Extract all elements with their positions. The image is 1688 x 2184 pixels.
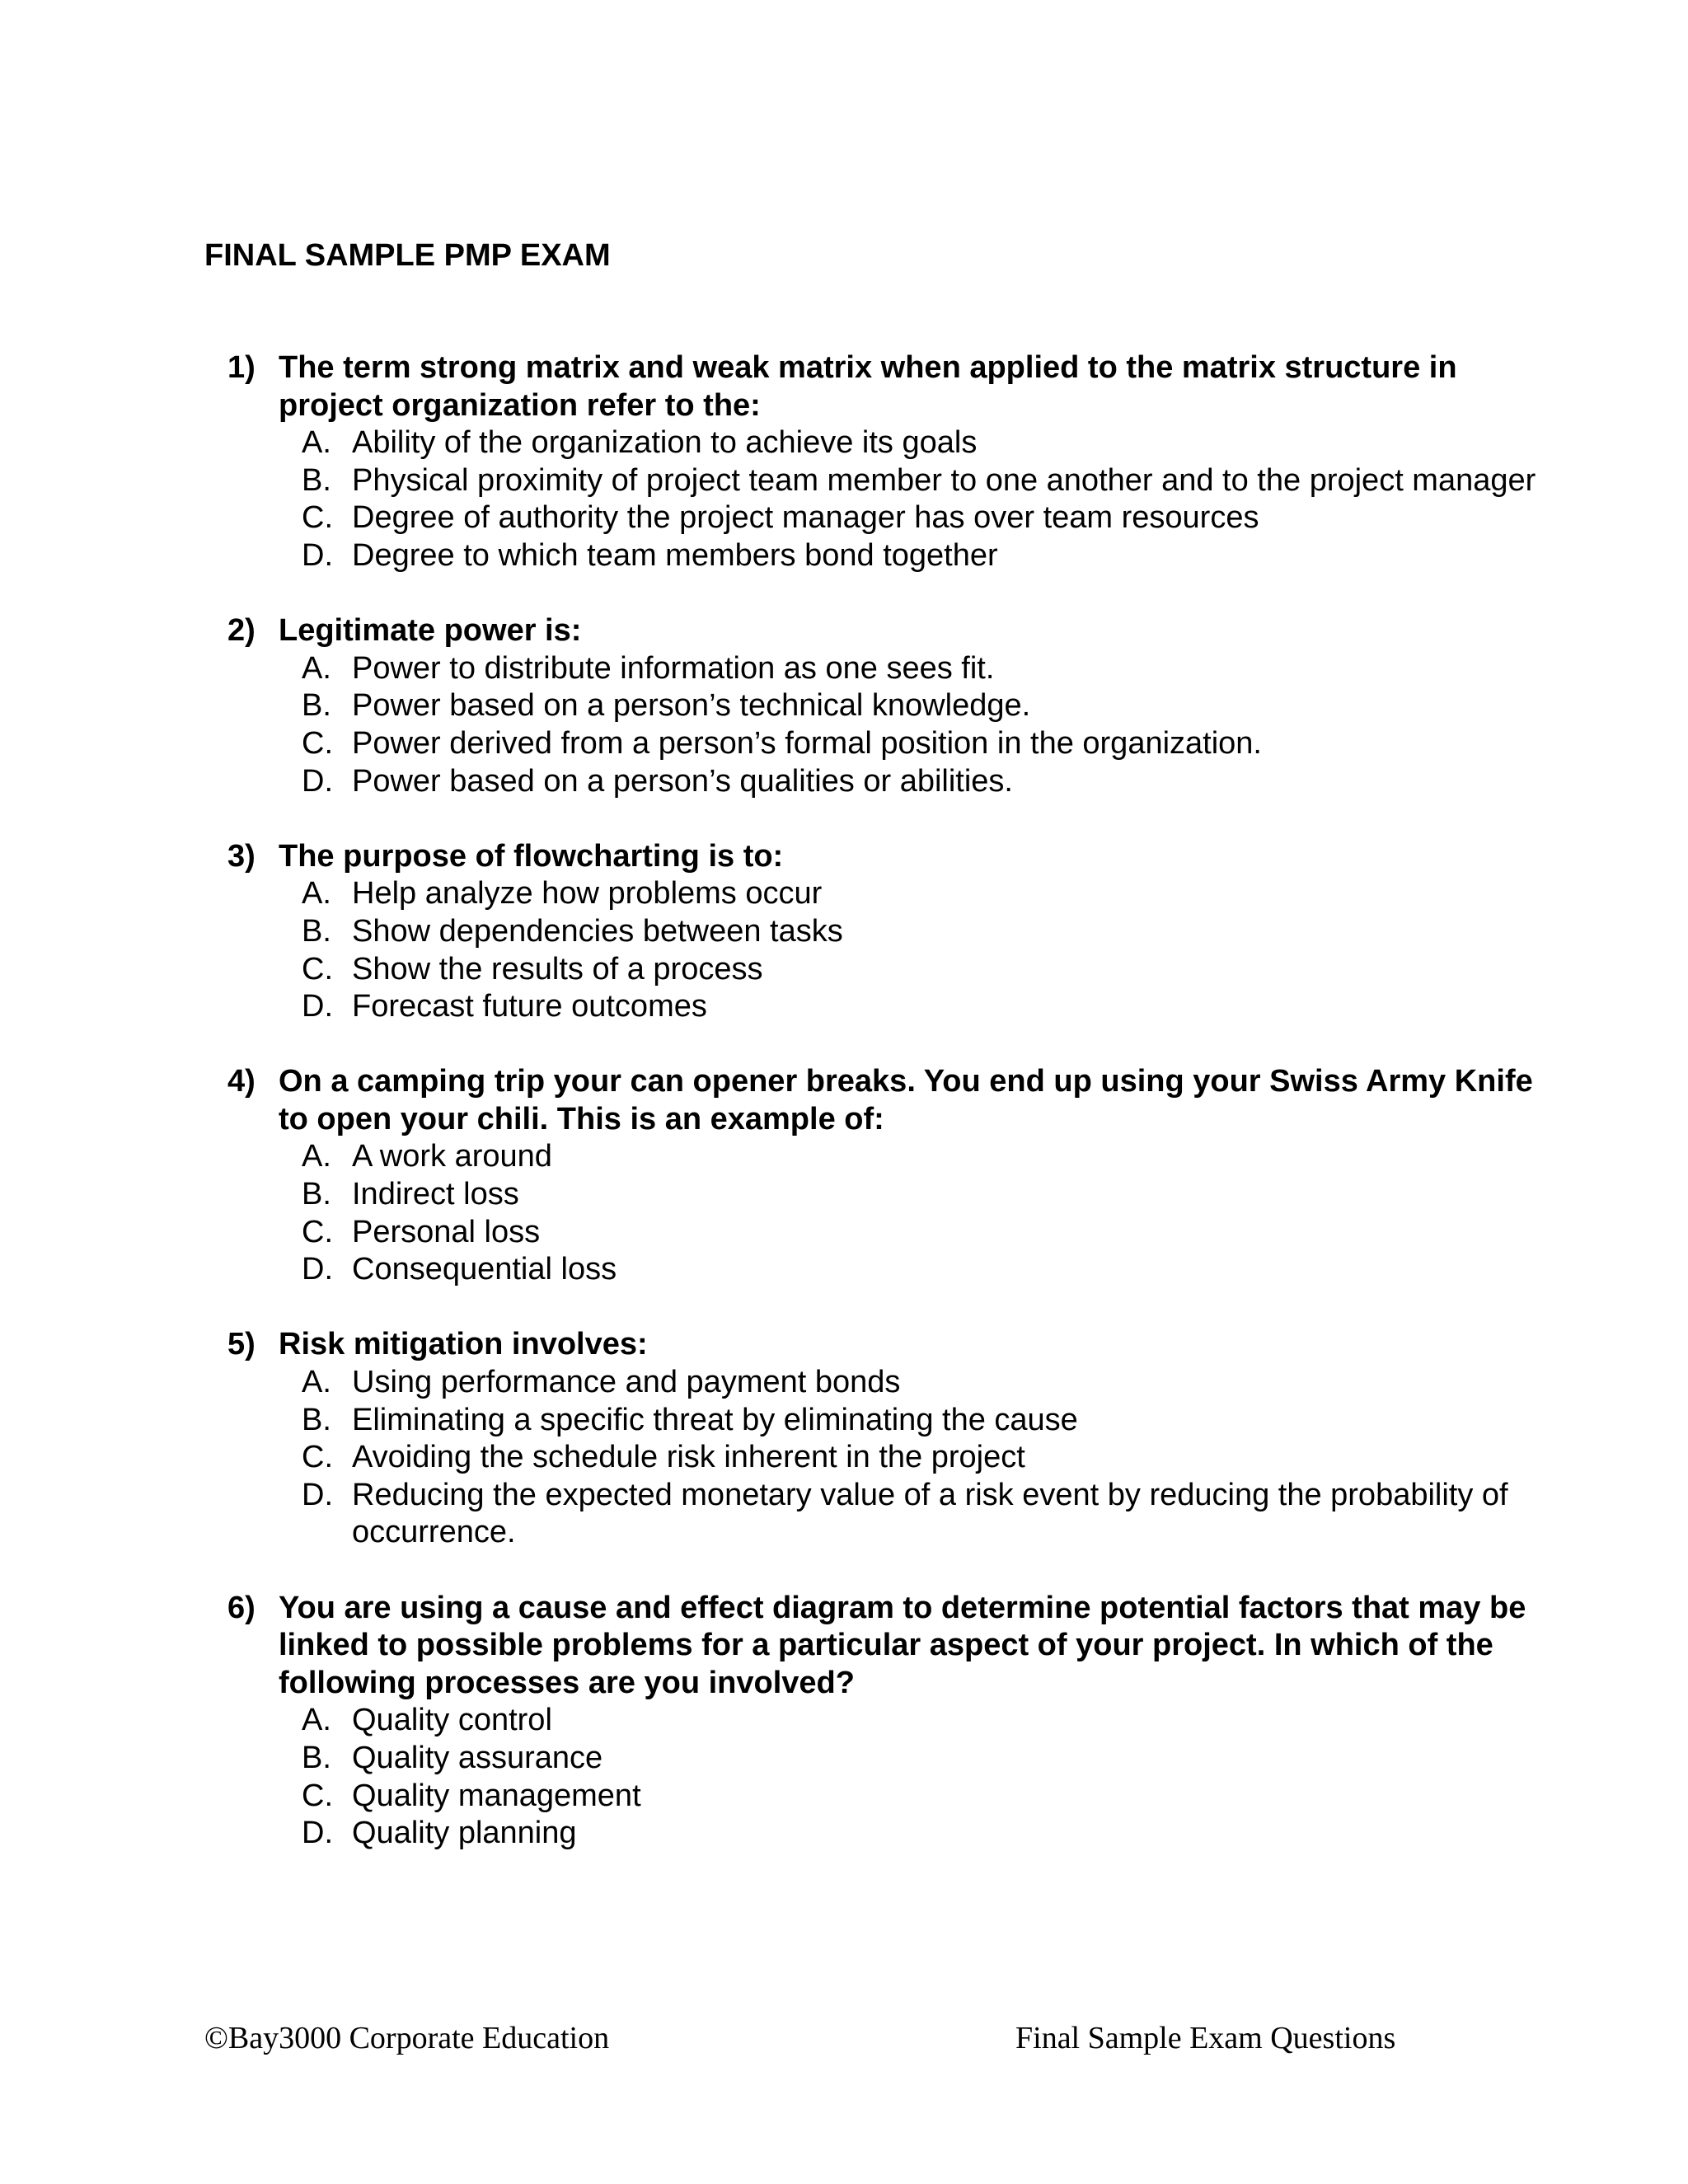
option-letter: B. bbox=[302, 1402, 331, 1437]
option-d bbox=[302, 763, 1563, 801]
option-text: Personal loss bbox=[352, 1214, 541, 1249]
option-b bbox=[302, 687, 1563, 725]
option-text: A work around bbox=[352, 1139, 552, 1174]
option-text: Using performance and payment bonds bbox=[352, 1365, 901, 1400]
option-letter: A. bbox=[302, 1365, 331, 1400]
option-text: Quality assurance bbox=[352, 1740, 603, 1775]
option-letter: C. bbox=[302, 725, 333, 761]
option-letter: D. bbox=[302, 989, 333, 1024]
option-letter: C. bbox=[302, 1778, 333, 1813]
option-c bbox=[302, 1214, 1563, 1252]
option-letter: B. bbox=[302, 913, 331, 949]
option-text: Avoiding the schedule risk inherent in the project bbox=[352, 1440, 1025, 1475]
option-c bbox=[302, 1439, 1563, 1477]
option-text: Power derived from a person’s formal position in the organization. bbox=[352, 725, 1262, 761]
option-text: Power based on a person’s qualities or abilities. bbox=[352, 763, 1013, 799]
option-text: Forecast future outcomes bbox=[352, 989, 707, 1024]
option-a bbox=[302, 424, 1563, 462]
option-c bbox=[302, 725, 1563, 763]
option-letter: A. bbox=[302, 650, 331, 686]
option-text: Physical proximity of project team member to one another and to the project manager bbox=[352, 462, 1536, 498]
option-text: Power to distribute information as one sees fit. bbox=[352, 650, 995, 686]
option-list bbox=[279, 1138, 1563, 1288]
option-letter: C. bbox=[302, 1440, 333, 1475]
option-b bbox=[302, 913, 1563, 951]
option-d bbox=[302, 1815, 1563, 1853]
question-6 bbox=[227, 1590, 1563, 1853]
option-text: Show dependencies between tasks bbox=[352, 913, 843, 949]
option-letter: D. bbox=[302, 537, 333, 573]
option-a bbox=[302, 1364, 1563, 1402]
option-letter: C. bbox=[302, 500, 333, 536]
option-letter: A. bbox=[302, 1703, 331, 1738]
question-number: 6) bbox=[227, 1590, 256, 1625]
option-list bbox=[279, 1702, 1563, 1852]
option-text: Quality planning bbox=[352, 1816, 577, 1851]
option-a bbox=[302, 1138, 1563, 1176]
option-letter: D. bbox=[302, 1477, 333, 1512]
option-b bbox=[302, 1740, 1563, 1778]
footer-section-title: Final Sample Exam Questions bbox=[1015, 2021, 1396, 2055]
question-text: The purpose of flowcharting is to: bbox=[279, 838, 784, 874]
option-c bbox=[302, 1778, 1563, 1816]
option-letter: A. bbox=[302, 876, 331, 912]
option-letter: B. bbox=[302, 1740, 331, 1775]
question-list bbox=[227, 349, 1563, 1890]
option-text: Quality management bbox=[352, 1778, 641, 1813]
option-d bbox=[302, 537, 1563, 575]
question-2 bbox=[227, 612, 1563, 800]
option-list bbox=[279, 1364, 1563, 1552]
option-d bbox=[302, 988, 1563, 1026]
option-text: Degree to which team members bond together bbox=[352, 537, 998, 573]
question-text: You are using a cause and effect diagram to determine potential factors that may be linked to possible problems for a particular aspect of your project. In which of the following processes are you involved? bbox=[279, 1590, 1526, 1700]
option-c bbox=[302, 951, 1563, 989]
question-text: On a camping trip your can opener breaks. You end up using your Swiss Army Knife to open your chili. This is an example of: bbox=[279, 1064, 1533, 1137]
question-text: Risk mitigation involves: bbox=[279, 1327, 648, 1362]
question-1 bbox=[227, 349, 1563, 575]
option-text: Indirect loss bbox=[352, 1177, 519, 1212]
option-text: Consequential loss bbox=[352, 1252, 617, 1287]
question-number: 2) bbox=[227, 613, 256, 649]
option-letter: D. bbox=[302, 1816, 333, 1851]
option-letter: A. bbox=[302, 425, 331, 461]
option-d bbox=[302, 1251, 1563, 1289]
option-c bbox=[302, 499, 1563, 537]
option-d bbox=[302, 1477, 1563, 1552]
option-letter: B. bbox=[302, 688, 331, 724]
option-a bbox=[302, 1702, 1563, 1740]
option-letter: C. bbox=[302, 1214, 333, 1249]
option-list bbox=[279, 424, 1563, 574]
option-text: Ability of the organization to achieve its goals bbox=[352, 425, 978, 461]
question-number: 4) bbox=[227, 1064, 256, 1099]
question-text: The term strong matrix and weak matrix when applied to the matrix structure in project organization refer to the: bbox=[279, 350, 1457, 423]
option-letter: B. bbox=[302, 462, 331, 498]
option-b bbox=[302, 462, 1563, 500]
page-title: FINAL SAMPLE PMP EXAM bbox=[204, 238, 611, 273]
option-b bbox=[302, 1176, 1563, 1214]
question-number: 3) bbox=[227, 838, 256, 874]
question-4 bbox=[227, 1063, 1563, 1289]
option-letter: D. bbox=[302, 763, 333, 799]
option-b bbox=[302, 1402, 1563, 1440]
question-text: Legitimate power is: bbox=[279, 613, 582, 649]
option-a bbox=[302, 875, 1563, 913]
option-letter: C. bbox=[302, 951, 333, 987]
question-5 bbox=[227, 1326, 1563, 1552]
option-letter: D. bbox=[302, 1252, 333, 1287]
option-text: Power based on a person’s technical knowledge. bbox=[352, 688, 1031, 724]
question-3 bbox=[227, 838, 1563, 1026]
question-number: 5) bbox=[227, 1327, 256, 1362]
option-text: Help analyze how problems occur bbox=[352, 876, 823, 912]
footer-copyright: ©Bay3000 Corporate Education bbox=[204, 2021, 610, 2055]
option-text: Show the results of a process bbox=[352, 951, 763, 987]
option-list bbox=[279, 650, 1563, 800]
option-letter: A. bbox=[302, 1139, 331, 1174]
option-text: Eliminating a specific threat by eliminating the cause bbox=[352, 1402, 1078, 1437]
option-letter: B. bbox=[302, 1177, 331, 1212]
option-list bbox=[279, 875, 1563, 1025]
option-a bbox=[302, 650, 1563, 688]
option-text: Quality control bbox=[352, 1703, 552, 1738]
option-text: Reducing the expected monetary value of a risk event by reducing the probability of occurrence. bbox=[352, 1477, 1508, 1550]
option-text: Degree of authority the project manager has over team resources bbox=[352, 500, 1259, 536]
question-number: 1) bbox=[227, 350, 256, 385]
